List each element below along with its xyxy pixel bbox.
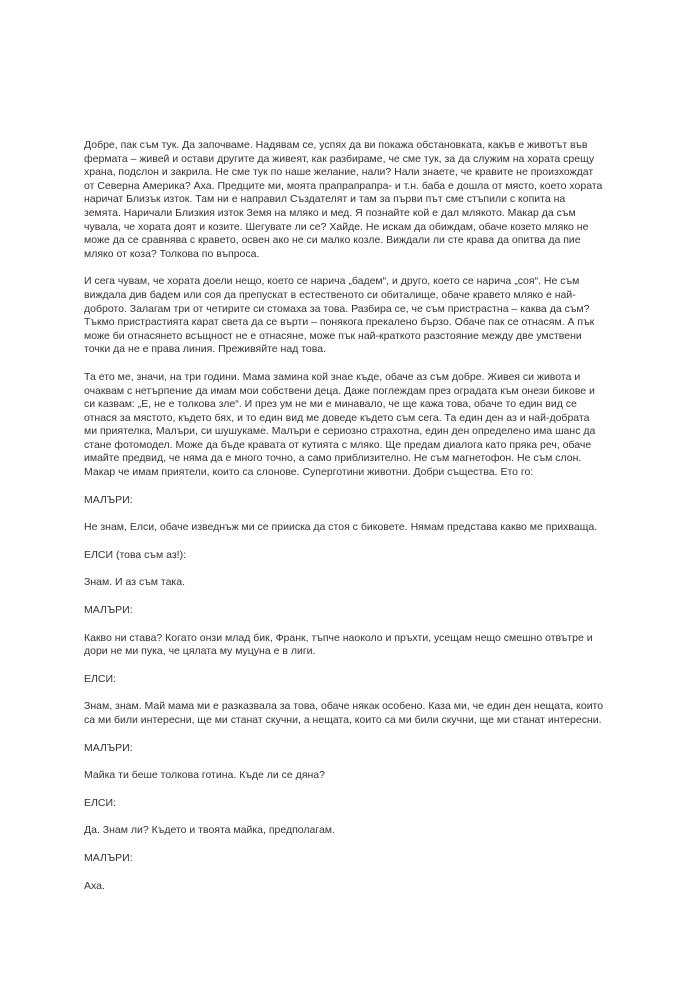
- paragraph-story: Та ето ме, значи, на три години. Мама замина кой знае къде, обаче аз съм добре. Живея си живота и очаквам с нетърпение да имам мои собствени деца. Даже поглеждам през оградата към онези бикове и си казвам: „Е, не е толкова зле“. И през ум не ми е минавало, че ще кажа това, обаче то един вид се отнася за мястото, където бях, и то един вид ме доведе където съм сега. Та един ден аз и най-добрата ми приятелка, Малъри, си шушукаме. Малъри е сериозно страхотна, един ден определено има шанс да стане фотомодел. Може да бъде кравата от кутията с мляко. Ще предам диалога като пряка реч, обаче имайте предвид, че няма да е много точно, а само приблизително. Не съм магнетофон. Не съм слон. Макар че имам приятели, които са слонове. Суперготини животни. Добри същества. Ето го:: [84, 370, 596, 479]
- dialogue-line: Аха.: [84, 879, 105, 892]
- dialogue-line: Какво ни става? Когато онзи млад бик, Франк, тъпче наоколо и пръхти, усещам нещо смешно отвътре и дори не ми пука, че цялата му муцуна е в лиги.: [84, 631, 593, 658]
- dialogue-speaker: ЕЛСИ:: [84, 672, 116, 685]
- dialogue-speaker: МАЛЪРИ:: [84, 493, 133, 506]
- paragraph-intro: Добре, пак съм тук. Да започваме. Надявам се, успях да ви покажа обстановката, какъв е животът във фермата – живей и остави другите да живеят, как разбираме, че сме тук, за да служим на хората срещу храна, подслон и закрила. Не сме тук по наше желание, нали? Нали знаете, че кравите не произхождат от Северна Америка? Аха. Предците ми, моята прапрапрапра- и т.н. баба е дошла от място, което хората наричат Близък изток. Там ни е направил Създателят и там за първи път сме стъпили с копита на земята. Наричали Близкия изток Земя на мляко и мед. Я познайте кой е дал млякото. Макар да съм чувала, че хората доят и козите. Шегувате ли се? Хайде. Не искам да обиждам, обаче козето мляко не може да се сравнява с кравето, освен ако не си малко козле. Виждали ли сте крава да опитва да пие мляко от коза? Толкова по въпроса.: [84, 139, 603, 260]
- dialogue-speaker: МАЛЪРИ:: [84, 741, 133, 754]
- dialogue-line: Майка ти беше толкова готина. Къде ли се дяна?: [84, 769, 325, 782]
- dialogue-line: Знам, знам. Май мама ми е разказвала за това, обаче някак особено. Каза ми, че един ден нещата, които са ми били интересни, ще ми станат скучни, а нещата, които са ми били скучни, ще ми станат интересни.: [84, 700, 604, 726]
- dialogue-speaker: МАЛЪРИ:: [84, 604, 133, 617]
- dialogue-line: Да. Знам ли? Където и твоята майка, предполагам.: [84, 824, 335, 837]
- dialogue-speaker: МАЛЪРИ:: [84, 851, 133, 864]
- paragraph-milk: И сега чувам, че хората доели нещо, което се нарича „бадем“, и друго, което се нарича „соя“. Не съм виждала див бадем или соя да препускат в естественото си обиталище, обаче кравето мляко е най-доброто. Залагам три от четирите си стомаха за това. Разбира се, че съм пристрастна – каква да съм? Тъкмо пристрастията карат света да се върти – понякога прекалено бързо. Обаче пак се отнасям. А пък може би отнасянето всъщност не е отнасяне, може пък най-краткото разстояние между две умствени точки да не е права линия. Преживяйте над това.: [84, 275, 595, 356]
- dialogue-speaker: ЕЛСИ:: [84, 796, 116, 809]
- dialogue-line: Не знам, Елси, обаче изведнъж ми се приискa да стоя с биковете. Нямам представа какво ме прихваща.: [84, 521, 598, 534]
- document-body: [84, 139, 604, 907]
- dialogue-line: Знам. И аз съм така.: [84, 576, 186, 589]
- dialogue-speaker: ЕЛСИ (това съм аз!):: [84, 548, 187, 561]
